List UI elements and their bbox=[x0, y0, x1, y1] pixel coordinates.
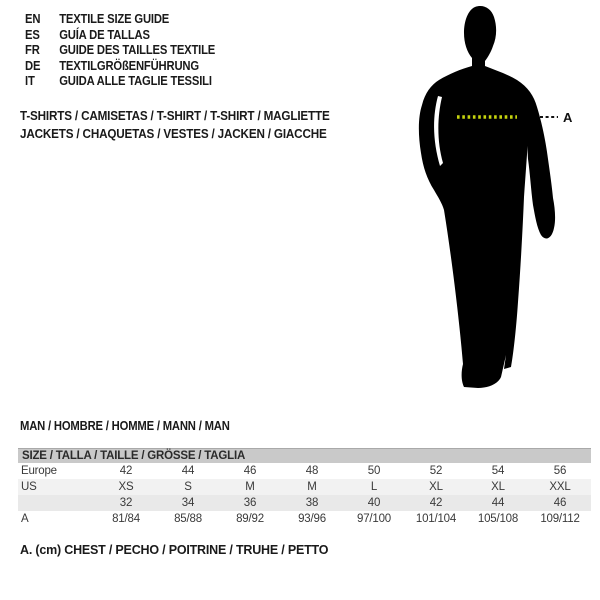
size-value: 46 bbox=[553, 497, 567, 509]
size-value: 34 bbox=[181, 497, 195, 509]
size-value: 48 bbox=[305, 465, 319, 477]
size-value: 56 bbox=[553, 465, 567, 477]
size-value: 44 bbox=[491, 497, 505, 509]
man-silhouette bbox=[419, 6, 555, 388]
size-table bbox=[18, 448, 591, 527]
language-title: TEXTILGRÖßENFÜHRUNG bbox=[59, 58, 199, 73]
row-label: US bbox=[21, 481, 37, 493]
size-value: 81/84 bbox=[112, 513, 140, 525]
size-value: 42 bbox=[119, 465, 133, 477]
measure-label-a: A bbox=[563, 110, 573, 125]
language-row bbox=[25, 43, 215, 59]
size-value: 52 bbox=[429, 465, 443, 477]
size-value: XS bbox=[118, 481, 134, 493]
size-value: 32 bbox=[119, 497, 133, 509]
table-row bbox=[18, 479, 591, 495]
size-value: 36 bbox=[243, 497, 257, 509]
language-title: GUIDE DES TAILLES TEXTILE bbox=[59, 43, 216, 58]
size-value: 46 bbox=[243, 465, 257, 477]
size-value: XL bbox=[491, 481, 505, 493]
language-row bbox=[25, 59, 215, 75]
size-table-body bbox=[18, 463, 591, 527]
size-table-header: SIZE / TALLA / TAILLE / GRÖSSE / TAGLIA bbox=[18, 448, 591, 463]
size-value: S bbox=[184, 481, 192, 493]
size-value: XXL bbox=[549, 481, 571, 493]
section-title: MAN / HOMBRE / HOMME / MANN / MAN bbox=[20, 419, 230, 433]
language-title: GUÍA DE TALLAS bbox=[59, 27, 150, 42]
measurement-footnote: A. (cm) CHEST / PECHO / POITRINE / TRUHE / PETTO bbox=[20, 543, 329, 557]
size-value: 101/104 bbox=[415, 513, 457, 525]
size-value: 54 bbox=[491, 465, 505, 477]
size-value: 93/96 bbox=[298, 513, 326, 525]
size-value: 38 bbox=[305, 497, 319, 509]
language-list bbox=[25, 12, 215, 90]
language-title: GUIDA ALLE TAGLIE TESSILI bbox=[59, 74, 212, 89]
language-code: IT bbox=[25, 74, 35, 89]
size-value: 105/108 bbox=[477, 513, 519, 525]
table-row bbox=[18, 463, 591, 479]
row-label bbox=[18, 495, 95, 511]
man-silhouette-svg bbox=[380, 0, 600, 400]
size-value: 89/92 bbox=[236, 513, 264, 525]
size-value: 40 bbox=[367, 497, 381, 509]
table-row bbox=[18, 511, 591, 527]
category-line-jackets: JACKETS / CHAQUETAS / VESTES / JACKEN / GIACCHE bbox=[20, 126, 327, 141]
size-value: 42 bbox=[429, 497, 443, 509]
language-code: ES bbox=[25, 27, 40, 42]
language-row bbox=[25, 74, 215, 90]
language-code: DE bbox=[25, 58, 41, 73]
category-lines bbox=[20, 107, 330, 143]
size-value: 44 bbox=[181, 465, 195, 477]
row-label: Europe bbox=[21, 465, 57, 477]
language-code: FR bbox=[25, 43, 40, 58]
figure-area bbox=[380, 0, 600, 400]
table-row bbox=[18, 495, 591, 511]
size-value: 85/88 bbox=[174, 513, 202, 525]
size-value: L bbox=[370, 481, 378, 493]
size-value: M bbox=[307, 481, 317, 493]
size-value: 50 bbox=[367, 465, 381, 477]
size-value: 109/112 bbox=[540, 513, 580, 525]
size-value: XL bbox=[429, 481, 443, 493]
row-label: A bbox=[21, 513, 29, 525]
size-table-grid bbox=[18, 463, 591, 527]
language-code: EN bbox=[25, 12, 41, 26]
language-row bbox=[25, 12, 215, 28]
size-value: 97/100 bbox=[357, 513, 391, 525]
language-row bbox=[25, 28, 215, 44]
size-value: M bbox=[245, 481, 255, 493]
category-line-tshirts: T-SHIRTS / CAMISETAS / T-SHIRT / T-SHIRT / MAGLIETTE bbox=[20, 108, 330, 123]
language-title: TEXTILE SIZE GUIDE bbox=[59, 12, 170, 26]
